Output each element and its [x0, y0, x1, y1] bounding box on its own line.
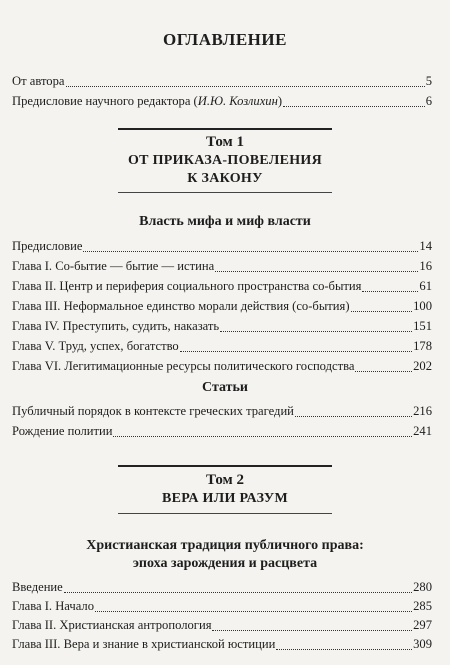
- toc-entry: [12, 237, 432, 255]
- section-title: Христианская традиция публичного права:: [86, 538, 364, 553]
- entry-page: 100: [413, 299, 432, 313]
- toc-entry: [12, 92, 432, 110]
- leader-dots: [220, 331, 412, 332]
- volume-label: Том 2: [205, 472, 244, 488]
- entry-page: 178: [413, 339, 432, 353]
- toc-heading: ОГЛАВЛЕНИЕ: [163, 30, 287, 49]
- leader-dots: [351, 311, 413, 312]
- volume-subtitle: ОТ ПРИКАЗА-ПОВЕЛЕНИЯ: [127, 153, 323, 168]
- entry-page: 285: [413, 599, 432, 613]
- entry-page: 280: [413, 580, 432, 594]
- leader-dots: [95, 611, 412, 612]
- entry-page: 241: [413, 424, 432, 438]
- entry-page: 61: [419, 279, 432, 293]
- toc-entry: [12, 422, 432, 440]
- entry-title: Введение: [12, 580, 63, 594]
- entry-page: 297: [413, 618, 432, 632]
- divider-rule: [118, 465, 332, 467]
- toc-entry: [12, 257, 432, 275]
- leader-dots: [215, 271, 418, 272]
- entry-title: Глава III. Вера и знание в христианской юстиции: [12, 637, 276, 651]
- entry-page: 5: [425, 74, 432, 88]
- toc-entry: [12, 297, 432, 315]
- entry-page: 14: [419, 239, 432, 253]
- section-title: Статьи: [202, 380, 248, 395]
- entry-title: Глава II. Центр и периферия социального пространства со-бытия: [12, 279, 362, 293]
- entry-page: 16: [419, 259, 432, 273]
- entry-title: Глава II. Христианская антропология: [12, 618, 212, 632]
- volume-label: Том 1: [205, 134, 244, 150]
- toc-entry: [12, 616, 432, 634]
- leader-dots: [64, 592, 412, 593]
- leader-dots: [283, 106, 425, 107]
- volume-subtitle: К ЗАКОНУ: [187, 171, 263, 186]
- entry-title: Глава VI. Легитимационные ресурсы политического господства: [12, 359, 355, 373]
- entry-page: 202: [413, 359, 432, 373]
- entry-title: Предисловие научного редактора (И.Ю. Козлихин): [12, 94, 283, 108]
- toc-entry: [12, 277, 432, 295]
- section-title: Власть мифа и миф власти: [139, 214, 311, 229]
- entry-title: Глава I. Со-бытие — бытие — истина: [12, 259, 215, 273]
- entry-title: Глава III. Неформальное единство морали действия (со-бытия): [12, 299, 350, 313]
- leader-dots: [276, 649, 412, 650]
- toc-entry: [12, 357, 432, 375]
- leader-dots: [180, 351, 412, 352]
- leader-dots: [355, 371, 412, 372]
- entry-title: Публичный порядок в контексте греческих трагедий: [12, 404, 294, 418]
- entry-title: Глава V. Труд, успех, богатство: [12, 339, 179, 353]
- divider-rule: [118, 192, 332, 193]
- entry-title: Глава I. Начало: [12, 599, 95, 613]
- toc-entry: [12, 635, 432, 653]
- entry-title: Глава IV. Преступить, судить, наказать: [12, 319, 220, 333]
- entry-title: От автора: [12, 74, 65, 88]
- toc-entry: [12, 578, 432, 596]
- leader-dots: [212, 630, 412, 631]
- entry-page: 6: [425, 94, 432, 108]
- divider-rule: [118, 128, 332, 130]
- leader-dots: [113, 436, 412, 437]
- volume-subtitle: ВЕРА ИЛИ РАЗУМ: [161, 491, 288, 506]
- toc-entry: [12, 402, 432, 420]
- entry-title: Рождение политии: [12, 424, 113, 438]
- leader-dots: [362, 291, 418, 292]
- entry-page: 151: [413, 319, 432, 333]
- leader-dots: [83, 251, 418, 252]
- section-title: эпоха зарождения и расцвета: [132, 556, 318, 571]
- editor-name: И.Ю. Козлихин: [197, 94, 278, 108]
- entry-title: Предисловие: [12, 239, 83, 253]
- toc-entry: [12, 597, 432, 615]
- toc-entry: [12, 337, 432, 355]
- leader-dots: [66, 86, 425, 87]
- entry-page: 216: [413, 404, 432, 418]
- entry-page: 309: [413, 637, 432, 651]
- toc-entry: [12, 317, 432, 335]
- divider-rule: [118, 513, 332, 514]
- toc-entry: [12, 72, 432, 90]
- leader-dots: [295, 416, 412, 417]
